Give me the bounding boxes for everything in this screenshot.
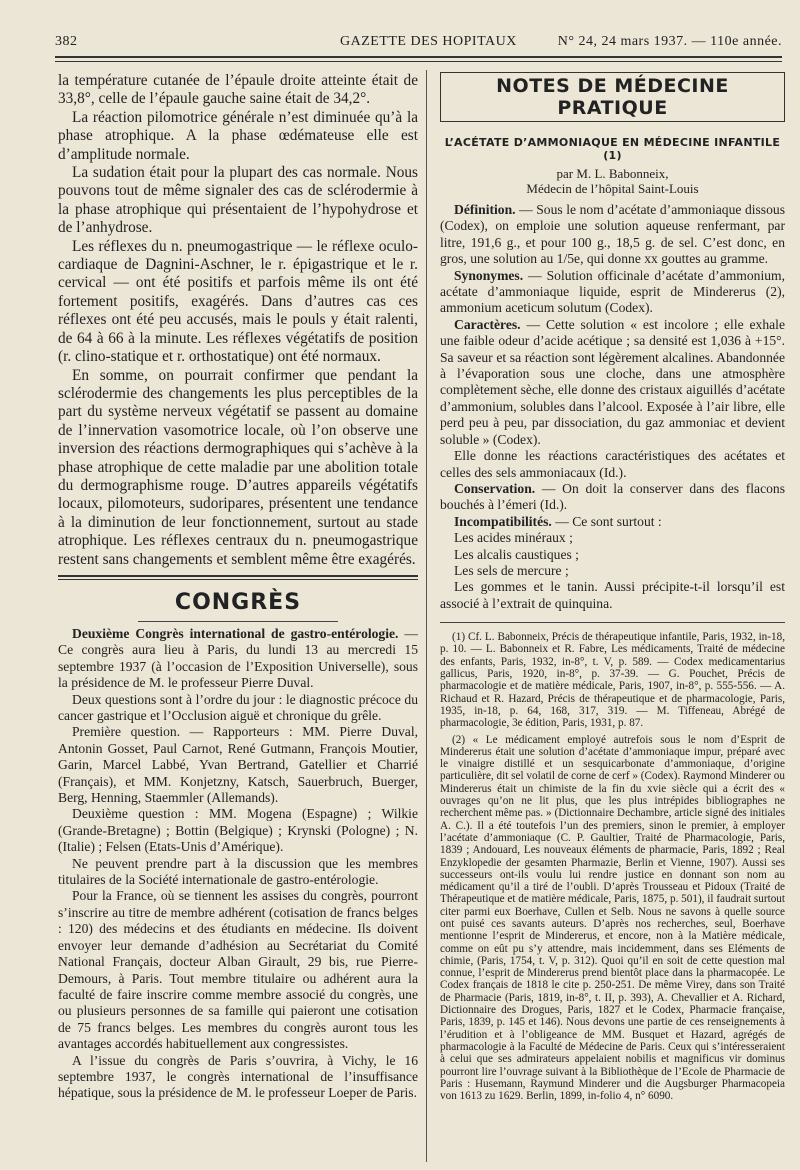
list-item: Les sels de mercure ; (454, 562, 569, 578)
body-paragraph: la température cutanée de l’épaule droite atteinte était de 33,8°, celle de l’épaule gauche saine était de 34,2°. (58, 72, 418, 108)
body-paragraph: La sudation était pour la plupart des cas normale. Nous pouvons tout de même signaler des cas de sclérodermie à la phase atrophique qui présentaient de l’hypohydrose et de l’anhydrose. (58, 164, 418, 237)
congres-paragraph: Ne peuvent prendre part à la discussion que les membres titulaires de la Société internationale de gastro-entérologie. (58, 855, 418, 888)
footnote-2: (2) « Le médicament employé autrefois sous le nom d’Esprit de Mindererus était une solution d’acétate d’ammoniaque impur, préparé avec le vinaigre distillé et un sesquicarbonate d’ammoniaque, d’origine particulière, dit sel volatil de corne de cerf » (Codex). Raymond Minderer ou Mindererus était un chimiste de la fin du xvie siècle qui a écrit des « ouvrages qu’on ne lit plus, que les plus intrépides bibliographes ne recherchent même pas. » (Dictionnaire Dechambre, article signé des initiales A. C.). Il a été toutefois l’un des premiers, sinon le premier, à employer l’acétate d’ammoniaque (C. P. Gaultier, Traité de Pharmacologie, Paris, 1839 ; Andouard, Les nouveaux éléments de pharmacie, Paris, 1892 ; Real Enzyklopedie der gesamten Pharmazie, Berlin et Vienne, 1907). Aussi ses successeurs ont-ils voulu lui rendre justice en donnant son nom au médicament qu’il a tiré de l’oubli. D’après Trousseau et Pidoux (Traité de Thérapeutique et de matière médicale, Paris, 1875, p. 501), il faudrait surtout citer parmi eux Boerhave, Cullen et Selb. Nous ne savons à quelle source ont puisé ces savants auteurs. D’après nos recherches, seul, Boerhave mentionne l’esprit de Mindererus, et encore, non à la Matière médicale, comme on eût pu s’y attendre, mais incidemment, dans ses Eléments de chimie, (Paris, 1754, t. V, p. 312). Quoi qu’il en soit de cette question mal connue, l’esprit de Mindererus prend bientôt place dans la pharmacopée. Le Codex français de 1818 le cite p. 250-251. De même Virey, dans son Traité de Pharmacie (Paris, 1819, in-8°, t. II, p. 393), A. Chevallier et A. Richard, Dictionnaire des Drogues, Paris, 1827 et le Codex, Pharmacie française, Paris, 1839, p. 145 et 146). Nous devons une partie de ces renseignements à l’érudition et à l’obligeance de MM. Busquet et Hazard, agrégés de pharmacologie à la Faculté de Médecine de Paris. Ceux qui s’intéresseraient à celui que ses admirateurs appelaient nobilis et magnificus vir dominus pourront lire l’ouvrage suivant à la Bibliothèque de l’Ecole de Pharmacie de Paris : Husemann, Raymund Minderer und die Augsburger Pharmacopeia von 1613 zu 1629. Berlin, 1899, in-folio 4, n° 6090. (440, 733, 785, 1103)
incompat-paragraph (440, 514, 785, 530)
left-column (58, 72, 418, 1102)
definition-label: Définition. (454, 202, 516, 217)
caracteres-text: — Cette solution « est incolore ; elle exhale une faible odeur d’acide acétique ; sa densité est 1,036 à +15°. Sa saveur et sa réaction sont légèrement alcalines. Abandonnée à l’évaporation sous une cloche, dans une atmosphère complètement sèche, elle donne des cristaux aiguillés d’acétate d’ammonium, solubles dans l’alcool. Exposée à l’air libre, elle perd peu à peu, par dissociation, du gaz ammoniac et devient soluble » (Codex). (440, 316, 785, 447)
congres-heading: CONGRÈS (174, 589, 302, 615)
congres-paragraph: Première question. — Rapporteurs : MM. Pierre Duval, Antonin Gosset, Paul Carnot, René Gutmann, François Moutier, Garin, Marcel Labbé, Yvan Bertrand, Gatellier et Charrié (Français), et MM. Konjetzny, Katsch, Sauerbruch, Buerger, Berg, Henning, Staemmler (Allemands). (58, 724, 418, 806)
conservation-label: Conservation. (454, 480, 536, 496)
definition-paragraph (440, 202, 785, 268)
column-divider (426, 70, 427, 1162)
synonymes-label: Synonymes. (454, 267, 524, 283)
incompat-label: Incompatibilités. (454, 513, 552, 529)
body-paragraph: En somme, on pourrait confirmer que pendant la sclérodermie des changements les plus perceptibles de la part du système nerveux végétatif se passent au domaine de l’innervation vasomotrice locale, où l’on observe une inversion des réactions dermographiques qui s’achève à la phase atrophique de cette maladie par une abolition totale du dermographisme rouge. D’autres appareils végétatifs locaux, pilomoteurs, sudoripares, présentent une tendance à la diminution de leur fonctionnement, surtout au stade atrophique. Les réflexes centraux du n. pneumogastrique restent sans changements et semblent même être exagérés. (58, 366, 418, 568)
header-rule (55, 56, 782, 62)
incompat-text: — Ce sont surtout : (551, 513, 662, 529)
heading-underline (138, 621, 338, 622)
synonymes-text: — Solution officinale d’acétate d’ammonium, acétate d’ammoniaque liquide, esprit de Mindererus (2), ammonium aceticum solutum (Codex). (440, 267, 785, 316)
conservation-text: — On doit la conserver dans des flacons bouchés à l’émeri (Id.). (440, 480, 785, 513)
incompat-list (440, 530, 785, 579)
page-header (55, 34, 782, 54)
congres-paragraph: Pour la France, où se tiennent les assises du congrès, pourront s’inscrire au titre de membre adhérent (cotisation de francs belges : 120) des médecins et des étudiants en médecine. Ils doivent envoyer leur demande d’adhésion au Secrétariat du Comité National Français, docteur Alban Girault, 29 bis, rue Pierre-Demours, à Paris. Tout membre titulaire ou adhérent aura la faculté de faire inscrire comme membre associé du congrès, une ou plusieurs personnes de sa famille qui paieront une cotisation de 75 francs belges. Les membres du congrès auront tous les avantages accordés habituellement aux congressistes. (58, 888, 418, 1052)
footnote-1: (1) Cf. L. Babonneix, Précis de thérapeutique infantile, Paris, 1932, in-18, p. 10. — L. Babonneix et R. Fabre, Les médicaments, Traité de médecine des enfants, Paris, 1932, in-8°, t. V, p. 589. — Codex medicamentarius gallicus, Paris, 1920, in-8°, p. 37-39. — G. Pouchet, Précis de pharmacologie et de matière médicale, Paris, 1907, in-8°, p. 555-556. — A. Richaud et R. Hazard, Précis de thérapeutique et de pharmacologie, Paris, 1935, in-18, p. 64, 168, 317, 319. — M. Tiffeneau, Abrégé de pharmacologie, 3e édition, Paris, 1931, p. 87. (440, 631, 785, 730)
issue-info: N° 24, 24 mars 1937. — 110e année. (557, 34, 782, 49)
section-heading-box (440, 72, 785, 122)
caracteres-label: Caractères. (454, 316, 521, 332)
article-title: L’ACÉTATE D’AMMONIAQUE EN MÉDECINE INFANTILE (1) (444, 136, 781, 162)
conservation-paragraph (440, 481, 785, 514)
section-heading: NOTES DE MÉDECINE PRATIQUE (496, 75, 729, 119)
incompat-last: Les gommes et le tanin. Aussi précipite-t-il lorsqu’il est associé à l’extrait de quinquina. (440, 579, 785, 611)
congres-paragraph: Deux questions sont à l’ordre du jour : le diagnostic précoce du cancer gastrique et l’Occlusion aiguë et chronique du grêle. (58, 691, 418, 723)
author-affiliation: Médecin de l’hôpital Saint-Louis (526, 181, 699, 196)
congres-title: Deuxième Congrès international de gastro-entérologie. (72, 625, 399, 641)
right-column (440, 72, 785, 1102)
body-paragraph: La réaction pilomotrice générale n’est diminuée qu’à la phase atrophique. A la phase œdémateuse elle est d’amplitude normale. (58, 108, 418, 163)
list-item: Les acides minéraux ; (454, 530, 573, 546)
footnote-rule (440, 622, 785, 623)
caracteres-paragraph-2: Elle donne les réactions caractéristiques des acétates et celles des sels ammoniacaux (Id.). (440, 448, 785, 480)
body-paragraph: Les réflexes du n. pneumogastrique — le réflexe oculo-cardiaque de Dagnini-Aschner, le r. épigastrique et le r. cervical — ont été positifs et parfois même ils ont été fortement positifs, exagérés. Dans d’autres cas ces réflexes ont été peu accusés, mais le pouls y était ralenti, de 64 à 66 à la minute. Les réflexes végétatifs de position (r. clino-statique et r. orthostatique) ont été normaux. (58, 237, 418, 366)
page-number: 382 (55, 34, 78, 49)
synonymes-paragraph (440, 268, 785, 317)
congres-intro (58, 626, 418, 692)
section-rule (58, 575, 418, 580)
definition-text: — Sous le nom d’acétate d’ammoniaque dissous (Codex), on emploie une solution aqueuse renfermant, par litre, 191,6 g., et pour 100 g., 18,5 g. de sel. C’est donc, en gros, une solution au 1/5e, qui donne xx gouttes au gramme. (440, 202, 785, 267)
caracteres-paragraph (440, 317, 785, 448)
author-block (440, 166, 785, 196)
journal-title: GAZETTE DES HOPITAUX (340, 34, 517, 49)
congres-paragraph: A l’issue du congrès de Paris s’ouvrira, à Vichy, le 16 septembre 1937, le congrès international de l’insuffisance hépatique, sous la présidence de M. le professeur Loeper de Paris. (58, 1052, 418, 1101)
congres-paragraph: Deuxième question : MM. Mogena (Espagne) ; Wilkie (Grande-Bretagne) ; Bottin (Belgique) ; Krynski (Pologne) ; N. (Italie) ; Felsen (Etats-Unis d’Amérique). (58, 806, 418, 855)
congres-intro-text: — Ce congrès aura lieu à Paris, du lundi 13 au mercredi 15 septembre 1937 (à l’occasion de l’Exposition Universelle), sous la présidence de M. le professeur Pierre Duval. (58, 625, 418, 691)
list-item: Les alcalis caustiques ; (454, 546, 579, 562)
author-name: par M. L. Babonneix, (556, 166, 669, 181)
